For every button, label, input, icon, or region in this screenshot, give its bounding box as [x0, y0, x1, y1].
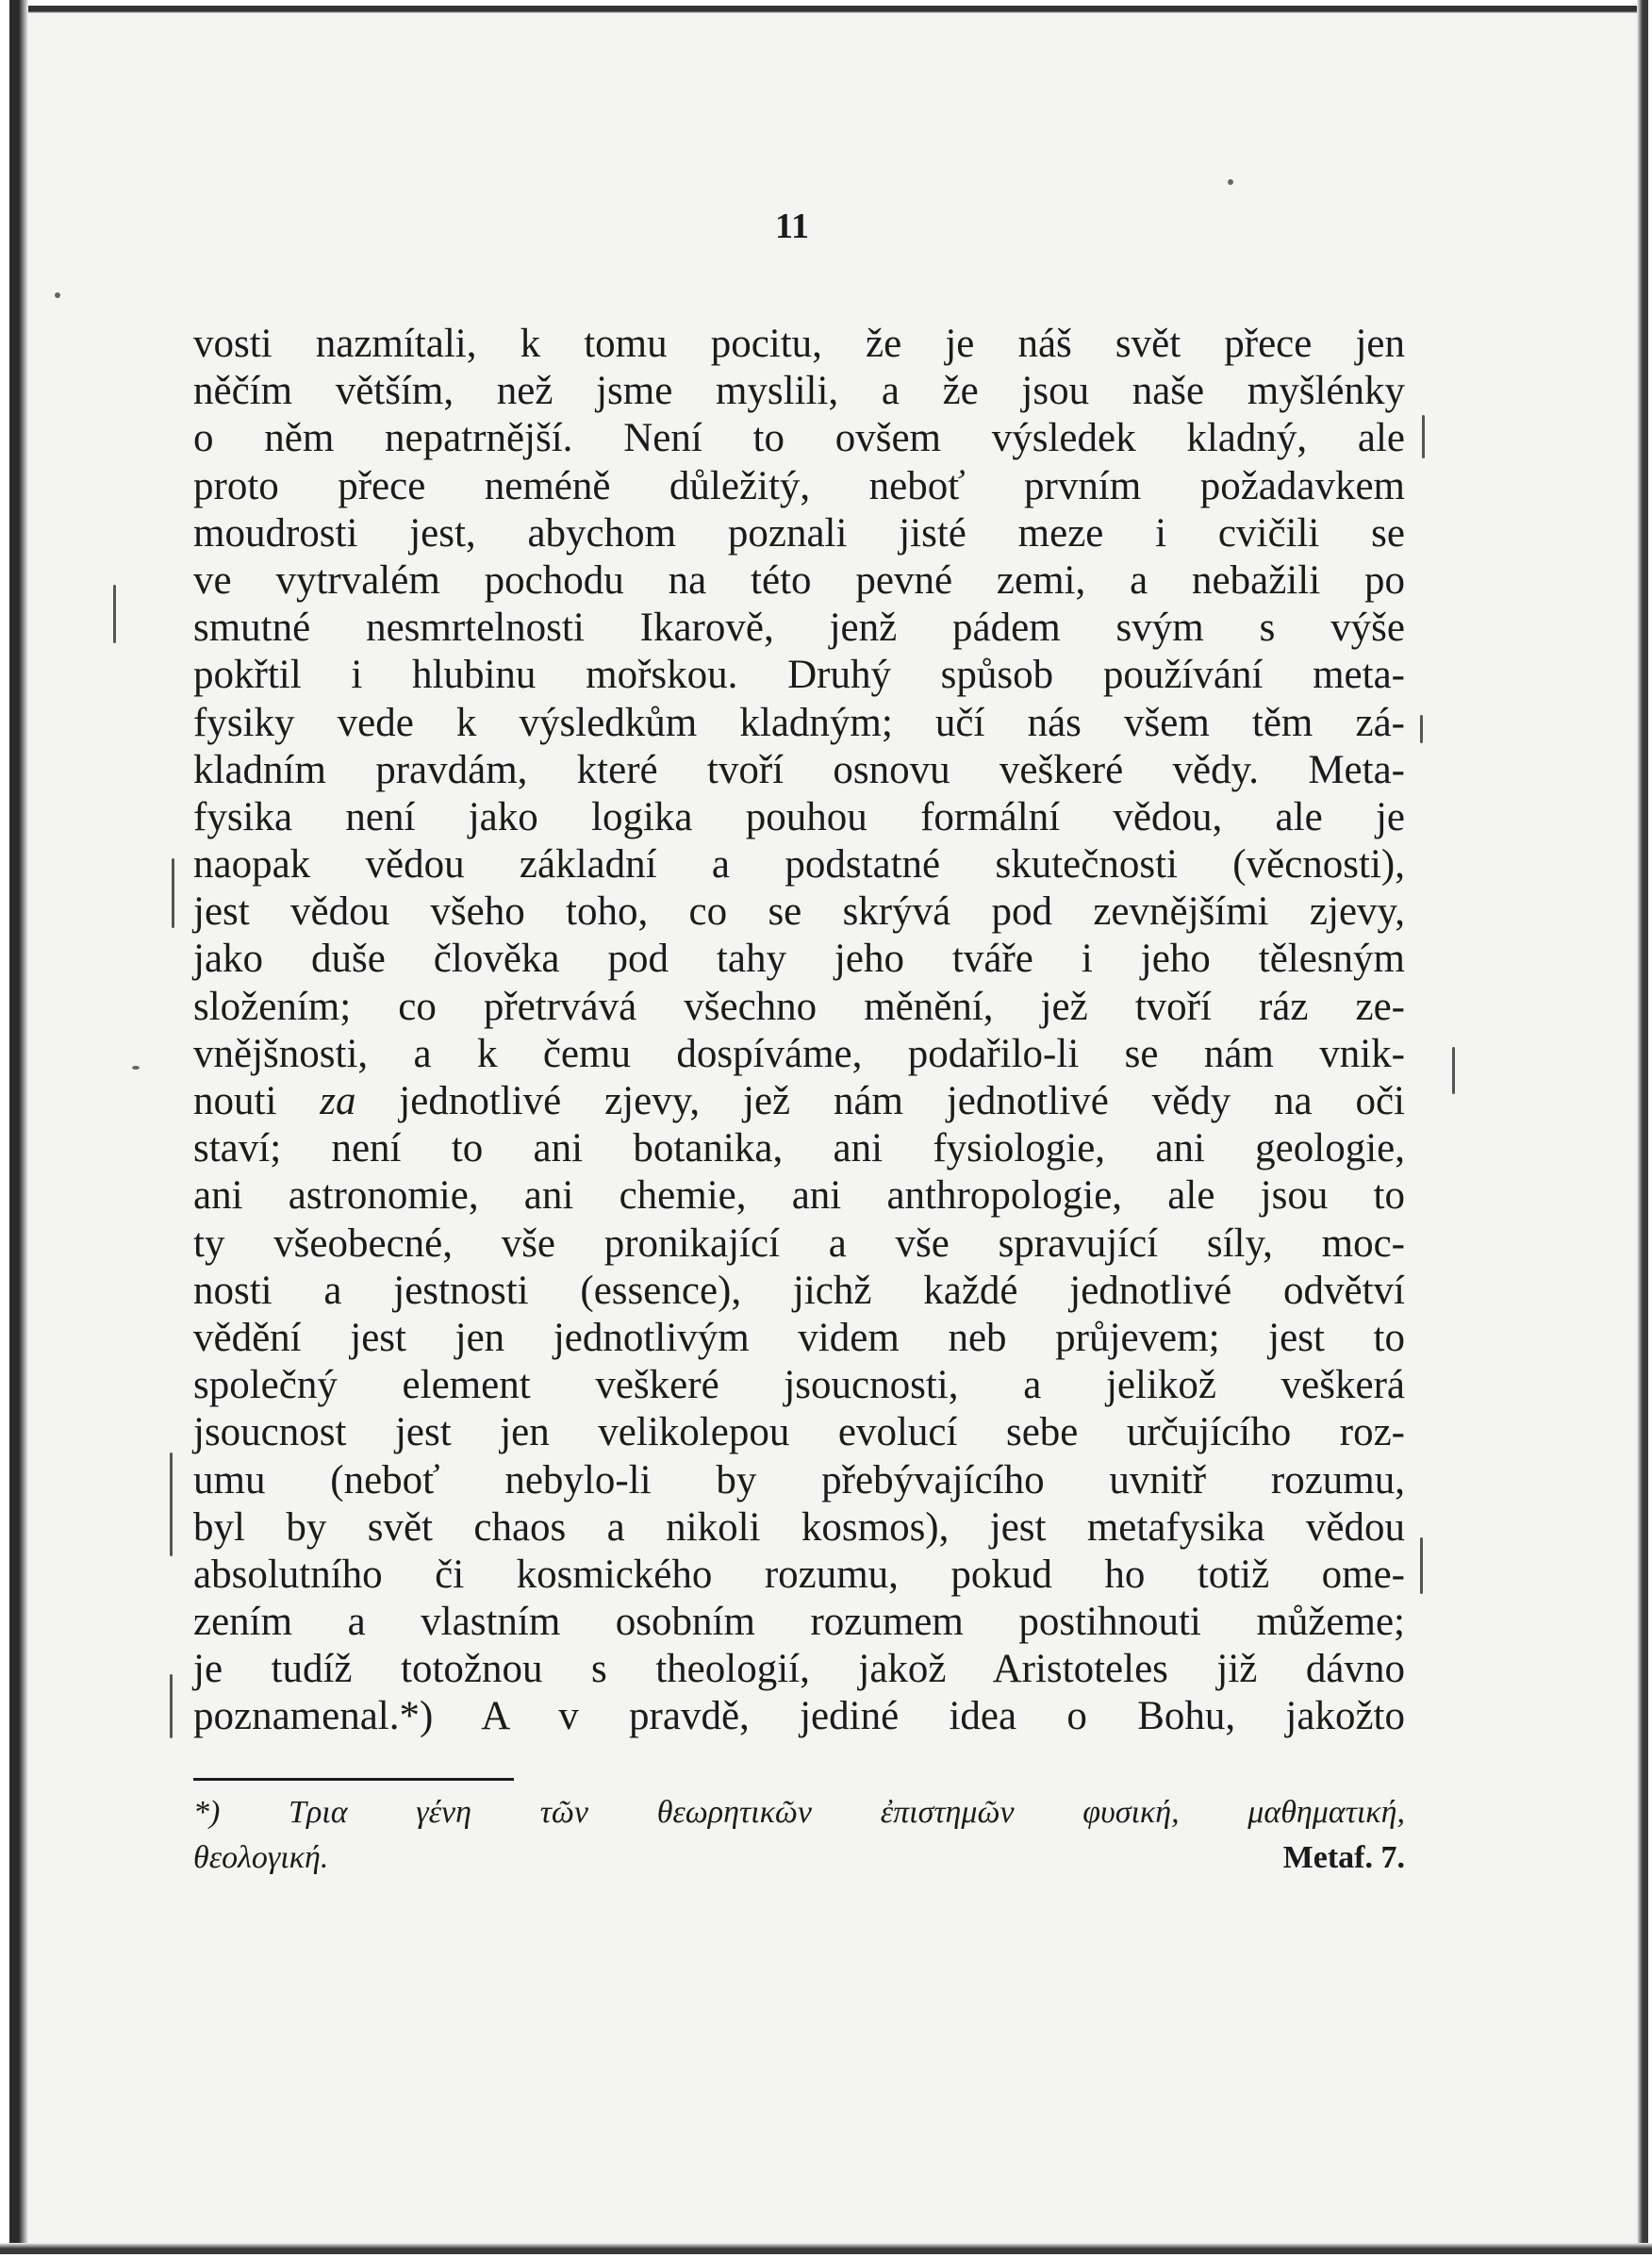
margin-mark: [1420, 1537, 1423, 1594]
text-line: absolutního či kosmického rozumu, pokud ho totiž ome-: [193, 1552, 1405, 1597]
text-segment: jednotlivé zjevy, jež nám jednotlivé vědy na oči: [355, 1079, 1405, 1123]
text-line: vnějšnosti, a k čemu dospíváme, podařilo-li se nám vnik-: [193, 1031, 1405, 1076]
text-line: ty všeobecné, vše pronikající a vše spravující síly, moc-: [193, 1220, 1405, 1266]
footnote-line: [193, 1835, 1405, 1881]
text-line: fysika není jako logika pouhou formální vědou, ale je: [193, 794, 1405, 839]
scan-speck: [132, 1066, 140, 1070]
text-line: něčím větším, než jsme myslili, a že jsou naše myšlénky: [193, 369, 1405, 414]
margin-mark: [172, 858, 174, 928]
text-line: vosti nazmítali, k tomu pocitu, že je náš svět přece jen: [193, 322, 1405, 366]
text-line-italic-word: [193, 1078, 1405, 1125]
text-line: moudrosti jest, abychom poznali jisté meze i cvičili se: [193, 510, 1405, 556]
margin-mark: [1420, 715, 1423, 743]
footnote-greek-word: θεολογική.: [193, 1840, 329, 1875]
text-line: proto přece neméně důležitý, neboť prvním požadavkem: [193, 463, 1405, 508]
text-line: poznamenal.*) A v pravdě, jediné idea o Bohu, jakožto: [193, 1694, 1405, 1739]
scan-border-bottom: [0, 2243, 1652, 2258]
text-line: byl by svět chaos a nikoli kosmos), jest metafysika vědou: [193, 1504, 1405, 1550]
text-segment: nouti: [193, 1079, 321, 1123]
text-line: jako duše člověka pod tahy jeho tváře i jeho tělesným: [193, 937, 1405, 982]
text-line: umu (neboť nebylo-li by přebývajícího uvnitř rozumu,: [193, 1457, 1405, 1503]
text-line: staví; není to ani botanika, ani fysiologie, ani geologie,: [193, 1126, 1405, 1171]
text-line: ve vytrvalém pochodu na této pevné zemi, a nebažili po: [193, 557, 1405, 603]
scan-speck: [1228, 179, 1233, 185]
text-line: fysiky vede k výsledkům kladným; učí nás všem těm zá-: [193, 700, 1405, 745]
scan-border-top: [0, 0, 1652, 13]
margin-mark: [1422, 415, 1425, 458]
scan-speck: [55, 292, 60, 298]
text-line: smutné nesmrtelnosti Ikarově, jenž pádem svým s výše: [193, 606, 1405, 651]
footnote-source: Metaf. 7.: [1282, 1840, 1405, 1875]
margin-mark: [1452, 1047, 1455, 1094]
text-line: složením; co přetrvává všechno měnění, jež tvoří ráz ze-: [193, 984, 1405, 1029]
scan-border-left: [0, 0, 28, 2258]
body-text: [193, 321, 1405, 1741]
text-line: naopak vědou základní a podstatné skutečnosti (věcnosti),: [193, 842, 1405, 888]
text-line: jest vědou všeho toho, co se skrývá pod zevnějšími zjevy,: [193, 889, 1405, 935]
page-number: 11: [775, 207, 809, 246]
scan-border-right: [1637, 0, 1652, 2258]
footnote-divider: [193, 1778, 514, 1781]
text-line: ani astronomie, ani chemie, ani anthropologie, ale jsou to: [193, 1173, 1405, 1219]
text-line: nosti a jestnosti (essence), jichž každé jednotlivé odvětví: [193, 1268, 1405, 1313]
margin-mark: [170, 1453, 173, 1556]
footnote-line: *) Τρια γένη τῶν θεωρητικῶν ἐπιστημῶν φυσική, μαθηματική,: [193, 1795, 1405, 1830]
margin-mark: [170, 1674, 173, 1738]
italic-word: za: [320, 1079, 356, 1123]
text-line: společný element veškeré jsoucnosti, a jelikož veškerá: [193, 1363, 1405, 1408]
margin-mark: [113, 585, 116, 643]
text-line: vědění jest jen jednotlivým videm neb průjevem; jest to: [193, 1315, 1405, 1360]
text-line: jsoucnost jest jen velikolepou evolucí sebe určujícího roz-: [193, 1410, 1405, 1455]
text-line: zením a vlastním osobním rozumem postihnouti můžeme;: [193, 1600, 1405, 1645]
text-line: kladním pravdám, které tvoří osnovu veškeré vědy. Meta-: [193, 747, 1405, 792]
text-line: pokřtil i hlubinu mořskou. Druhý spůsob používání meta-: [193, 653, 1405, 698]
text-line: o něm nepatrnější. Není to ovšem výsledek kladný, ale: [193, 416, 1405, 461]
text-line: je tudíž totožnou s theologií, jakož Aristoteles již dávno: [193, 1647, 1405, 1692]
